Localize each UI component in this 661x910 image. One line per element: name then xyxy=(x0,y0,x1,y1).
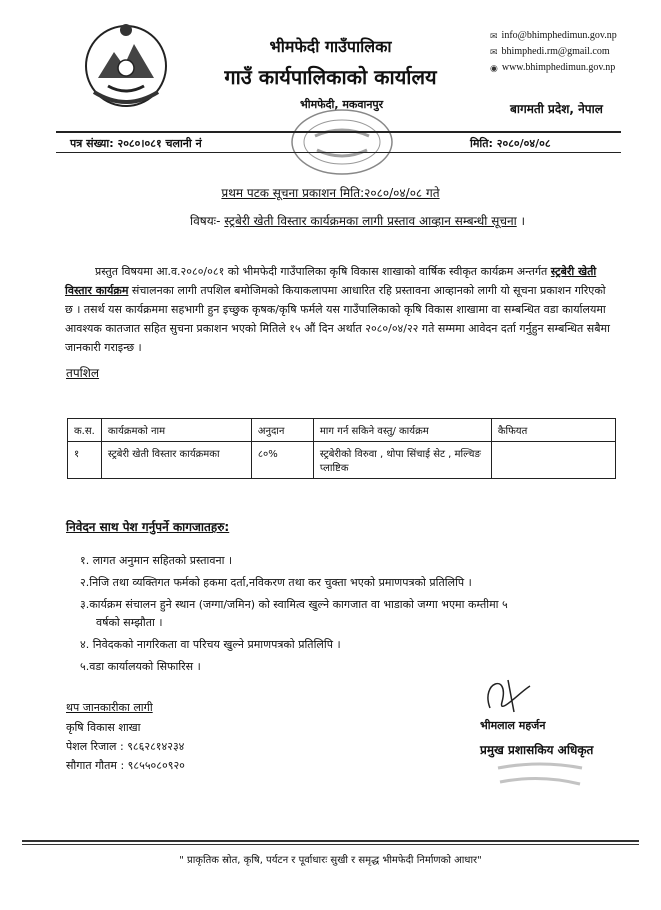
footer-divider xyxy=(22,840,639,842)
signatory-stamp xyxy=(490,756,590,794)
notice-body xyxy=(65,262,615,357)
publication-date: प्रथम पटक सूचना प्रकाशन मिति:२०८०/०४/०८ गते xyxy=(221,186,440,200)
col-program-name: कार्यक्रमको नाम xyxy=(101,419,251,442)
body-start: प्रस्तुत विषयमा आ.व.२०८०/०८१ को भीमफेदी गाउँपालिका कृषि विकास शाखाको वार्षिक स्वीकृत कार्यक्रम अन्तर्गत xyxy=(95,265,548,278)
signatory-title: प्रमुख प्रशासकिय अधिकृत xyxy=(480,743,594,757)
subject-line xyxy=(190,212,525,229)
email-icon: ✉ xyxy=(490,31,498,41)
contact-info xyxy=(490,28,617,76)
signatory-name: भीमलाल महर्जन xyxy=(480,719,546,732)
table-title: तपशिल xyxy=(66,366,100,380)
documents-list xyxy=(80,550,620,678)
contact-email[interactable]: ✉ info@bhimphedimun.gov.np xyxy=(490,28,617,44)
subject-text: स्ट्रबेरी खेती विस्तार कार्यक्रमका लागी प्रस्ताव आव्हान सम्बन्धी सूचना xyxy=(224,214,517,228)
subject-label: विषयः- xyxy=(190,214,221,228)
contact-email-alt[interactable]: ✉ bhimphedi.rm@gmail.com xyxy=(490,44,617,60)
more-info-title: थप जानकारीका लागी xyxy=(66,701,153,714)
globe-icon: ◉ xyxy=(490,63,498,73)
col-items: माग गर्न सकिने वस्तु/ कार्यक्रम xyxy=(313,419,491,442)
list-item: ५.वडा कार्यालयको सिफारिस । xyxy=(80,660,201,673)
reference-number: पत्र संख्या: २०८०।०८१ चलानी नं xyxy=(70,137,202,150)
body-end: संचालनका लागी तपशिल बमोजिमको कियाकलापमा आधारित रहि प्रस्तावना आव्हानको लागी यो सूचना प्रकाशन गरिएको छ । तसर्थ यस कार्यक्रममा सहभागी हुन इच्छुक कृषक/कृषि फर्मले यस गाउँपालिकाको कृषि विकास शाखामा वा सम्बन्धित वडा कार्यालयमा आवश्यक कातजात सहित सुचना प्रकाशन भएको मितिले १५ औं दिन अर्थात २०८०/०४/२२ गते सम्ममा आवेदन दर्ता गर्नुहुन सम्बन्धित सबैमा जानकारी गराइन्छ । xyxy=(65,284,610,354)
list-item: २.निजि तथा व्यक्तिगत फर्मको हकमा दर्ता,नविकरण तथा कर चुक्ता भएको प्रमाणपत्रको प्रतिलिपि । xyxy=(80,576,472,589)
cell-items: स्ट्रबेरीको विरुवा , थोपा सिंचाई सेट , मल्चिङ प्लाष्टिक xyxy=(313,442,491,479)
province-label: बागमती प्रदेश, नेपाल xyxy=(510,102,603,116)
footer-divider-thin xyxy=(22,844,639,845)
program-table xyxy=(67,418,616,479)
col-subsidy: अनुदान xyxy=(251,419,313,442)
contact-website[interactable]: ◉ www.bhimphedimun.gov.np xyxy=(490,60,617,76)
contact-line: पेशल रिजाल : ९८६२८१४२३४ xyxy=(66,740,185,753)
cell-subsidy: ८०% xyxy=(251,442,313,479)
contact-line: कृषि विकास शाखा xyxy=(66,721,141,734)
office-address: भीमफेदी, मकवानपुर xyxy=(300,98,384,111)
signature xyxy=(470,672,560,716)
more-info-contacts xyxy=(66,718,185,775)
list-item: १. लागत अनुमान सहितको प्रस्तावना । xyxy=(80,554,233,567)
list-item: ३.कार्यक्रम संचालन हुने स्थान (जग्गा/जमिन) को स्वामित्व खुल्ने कागजात वा भाडाको जग्गा भएमा कम्तीमा ५ xyxy=(80,598,508,611)
list-item: ४. निवेदकको नागरिकता वा परिचय खुल्ने प्रमाणपत्रको प्रतिलिपि । xyxy=(80,638,341,651)
table-header-row xyxy=(68,419,616,442)
contact-line: सौगात गौतम : ९८५५०८०९२० xyxy=(66,759,185,772)
letter-date: मिति: २०८०/०४/०८ xyxy=(470,137,551,150)
list-item-continuation: वर्षको सम्झौता । xyxy=(96,616,163,629)
subject-end: । xyxy=(520,214,526,228)
table-row xyxy=(68,442,616,479)
col-remarks: कैफियत xyxy=(491,419,615,442)
cell-program-name: स्ट्रबेरी खेती विस्तार कार्यक्रमका xyxy=(101,442,251,479)
cell-remarks xyxy=(491,442,615,479)
footer-slogan: " प्राकृतिक स्रोत, कृषि, पर्यटन र पूर्वाधारः सुखी र समृद्ध भीमफेदी निर्माणको आधार" xyxy=(179,855,482,866)
organization-name: भीमफेदी गाउँपालिका xyxy=(269,37,392,56)
body-highlight: स्ट्रबेरी खेती विस्तार कार्यक्रम xyxy=(65,265,597,297)
office-name: गाउँ कार्यपालिकाको कार्यालय xyxy=(224,65,437,89)
col-serial: क.स. xyxy=(68,419,102,442)
email-icon: ✉ xyxy=(490,47,498,57)
cell-serial: १ xyxy=(68,442,102,479)
documents-title: निवेदन साथ पेश गर्नुपर्ने कागजातहरु: xyxy=(66,520,230,534)
